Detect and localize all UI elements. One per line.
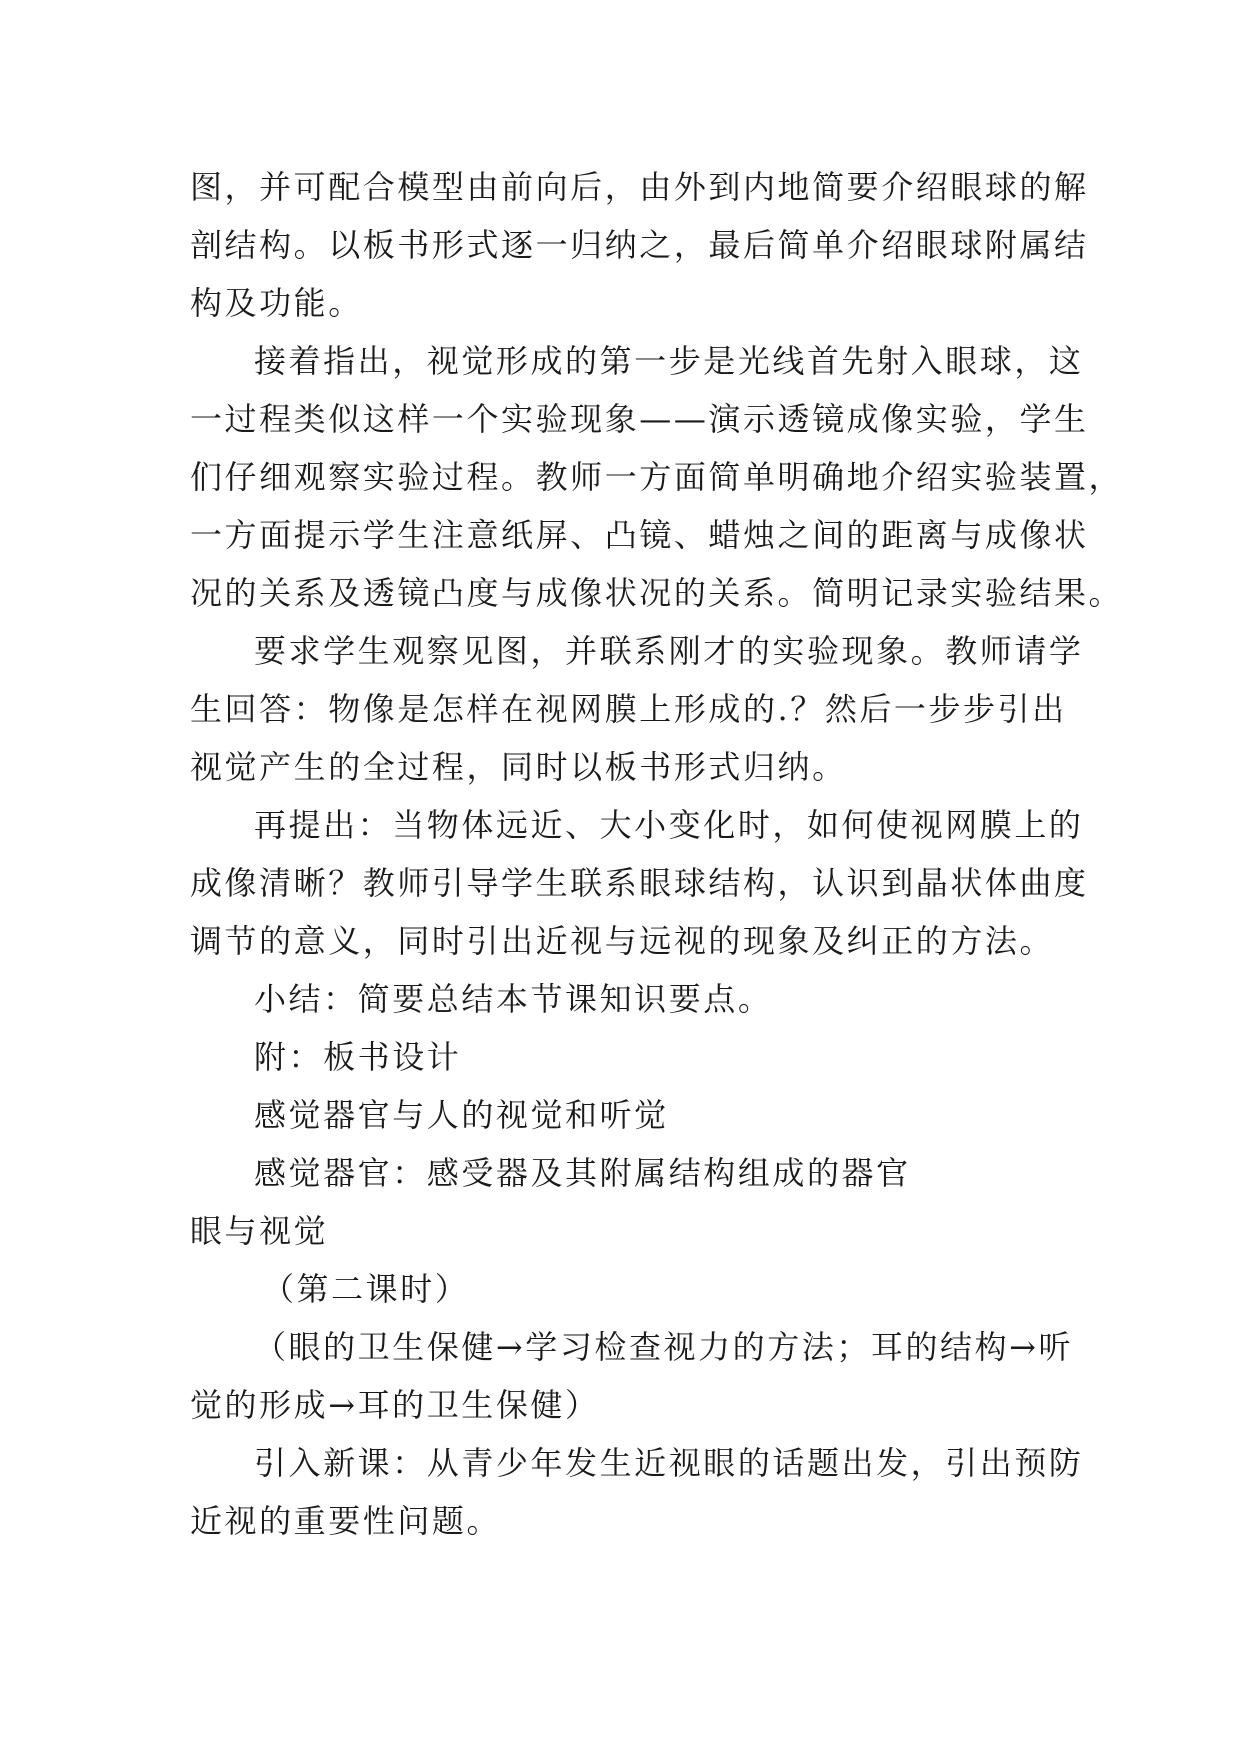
section-heading: 眼与视觉 — [190, 1212, 329, 1250]
paragraph-line: 引入新课：从青少年发生近视眼的话题出发，引出预防 — [254, 1444, 1084, 1482]
blackboard-item: 感觉器官：感受器及其附属结构组成的器官 — [254, 1154, 911, 1192]
paragraph-line: 调节的意义，同时引出近视与远视的现象及纠正的方法。 — [190, 922, 1055, 960]
paragraph-line: 构及功能。 — [190, 284, 363, 322]
summary-line: 小结：简要总结本节课知识要点。 — [254, 980, 773, 1018]
document-body — [190, 158, 1124, 1550]
paragraph-line: 再提出：当物体远近、大小变化时，如何使视网膜上的 — [254, 806, 1084, 844]
paragraph-line: 剖结构。以板书形式逐一归纳之，最后简单介绍眼球附属结 — [190, 226, 1089, 264]
paragraph-line: 图，并可配合模型由前向后，由外到内地简要介绍眼球的解 — [190, 168, 1089, 206]
paragraph-line: 一过程类似这样一个实验现象——演示透镜成像实验，学生 — [190, 400, 1089, 438]
paragraph-line: 们仔细观察实验过程。教师一方面简单明确地介绍实验装置， — [190, 458, 1124, 496]
paragraph-line: 接着指出，视觉形成的第一步是光线首先射入眼球，这 — [254, 342, 1084, 380]
paragraph-line: 近视的重要性问题。 — [190, 1502, 502, 1540]
paragraph-line: 一方面提示学生注意纸屏、凸镜、蜡烛之间的距离与成像状 — [190, 516, 1089, 554]
paragraph-line: 成像清晰？教师引导学生联系眼球结构，认识到晶状体曲度 — [190, 864, 1089, 902]
blackboard-title: 感觉器官与人的视觉和听觉 — [254, 1096, 669, 1134]
lesson-period: （第二课时） — [262, 1270, 470, 1308]
paragraph-line: 视觉产生的全过程，同时以板书形式归纳。 — [190, 748, 847, 786]
paragraph-line: （眼的卫生保健→学习检查视力的方法；耳的结构→听 — [254, 1328, 1074, 1366]
blackboard-heading: 附：板书设计 — [254, 1038, 462, 1076]
paragraph-line: 要求学生观察见图，并联系刚才的实验现象。教师请学 — [254, 632, 1084, 670]
paragraph-line: 况的关系及透镜凸度与成像状况的关系。简明记录实验结果。 — [190, 574, 1124, 612]
paragraph-line: 生回答：物像是怎样在视网膜上形成的.？然后一步步引出 — [190, 690, 1067, 728]
paragraph-line: 觉的形成→耳的卫生保健） — [190, 1386, 600, 1424]
